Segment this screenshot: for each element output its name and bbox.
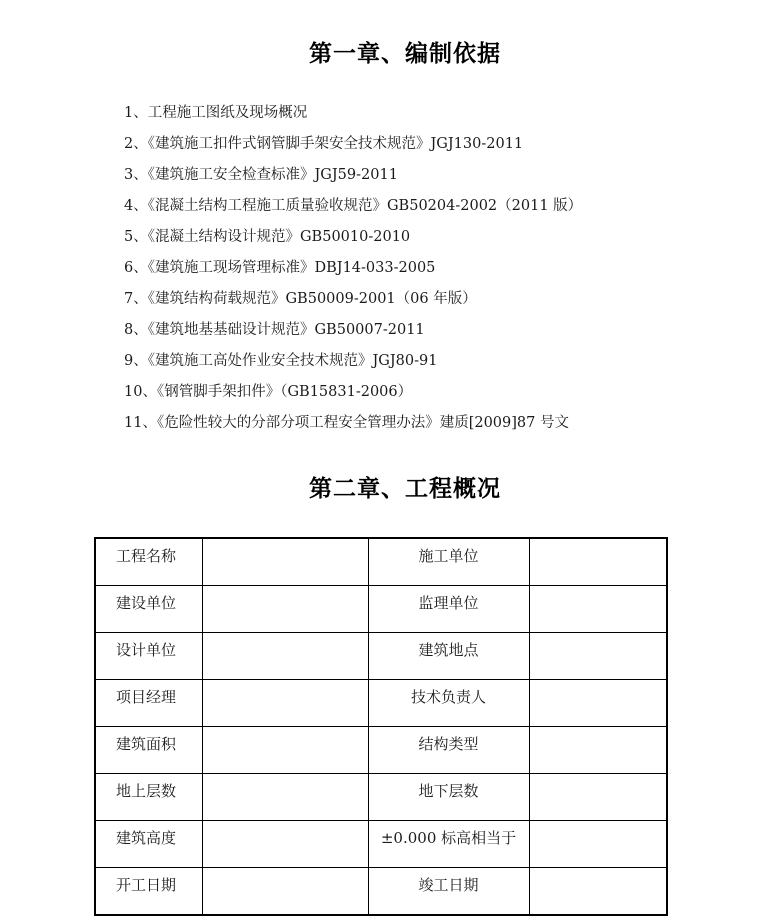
field-label: 开工日期 <box>95 868 202 916</box>
field-value <box>202 727 368 774</box>
table-row <box>95 538 667 586</box>
basis-item: 3、《建筑施工安全检查标准》JGJ59-2011 <box>124 167 398 183</box>
field-label: 地上层数 <box>95 774 202 821</box>
field-value <box>202 586 368 633</box>
field-value <box>529 586 667 633</box>
field-label: 监理单位 <box>368 586 529 633</box>
field-value <box>202 680 368 727</box>
table-row <box>95 680 667 727</box>
field-value <box>202 821 368 868</box>
field-label: 技术负责人 <box>368 680 529 727</box>
basis-item: 8、《建筑地基基础设计规范》GB50007-2011 <box>124 322 425 338</box>
field-value <box>202 538 368 586</box>
project-overview-table <box>94 537 668 916</box>
field-value <box>529 868 667 916</box>
field-value <box>202 774 368 821</box>
field-value <box>202 868 368 916</box>
basis-list <box>124 100 582 441</box>
field-label: 结构类型 <box>368 727 529 774</box>
table-row <box>95 633 667 680</box>
field-label: 施工单位 <box>368 538 529 586</box>
basis-item: 1、工程施工图纸及现场概况 <box>124 105 308 121</box>
basis-item: 5、《混凝土结构设计规范》GB50010-2010 <box>124 229 411 245</box>
field-value <box>529 633 667 680</box>
chapter-1-title: 第一章、编制依据 <box>309 41 501 67</box>
table-row <box>95 868 667 916</box>
field-label: 建筑面积 <box>95 727 202 774</box>
field-label: 地下层数 <box>368 774 529 821</box>
table-row <box>95 586 667 633</box>
field-label: 工程名称 <box>95 538 202 586</box>
chapter-2-title: 第二章、工程概况 <box>309 476 501 502</box>
basis-item: 11、《危险性较大的分部分项工程安全管理办法》建质[2009]87 号文 <box>124 415 569 431</box>
field-label: 竣工日期 <box>368 868 529 916</box>
field-value <box>529 821 667 868</box>
field-label: 建筑高度 <box>95 821 202 868</box>
field-value <box>529 680 667 727</box>
table-row <box>95 821 667 868</box>
field-value <box>529 538 667 586</box>
basis-item: 10、《钢管脚手架扣件》（GB15831-2006） <box>124 384 413 400</box>
basis-item: 4、《混凝土结构工程施工质量验收规范》GB50204-2002（2011 版） <box>124 198 583 214</box>
table-row <box>95 774 667 821</box>
field-label: 设计单位 <box>95 633 202 680</box>
field-label: 建设单位 <box>95 586 202 633</box>
field-value <box>202 633 368 680</box>
field-value <box>529 727 667 774</box>
table-row <box>95 727 667 774</box>
field-label: 建筑地点 <box>368 633 529 680</box>
field-label: ±0.000 标高相当于 <box>368 821 529 868</box>
basis-item: 6、《建筑施工现场管理标准》DBJ14-033-2005 <box>124 260 436 276</box>
basis-item: 9、《建筑施工高处作业安全技术规范》JGJ80-91 <box>124 353 438 369</box>
field-value <box>529 774 667 821</box>
field-label: 项目经理 <box>95 680 202 727</box>
basis-item: 7、《建筑结构荷载规范》GB50009-2001（06 年版） <box>124 291 477 307</box>
basis-item: 2、《建筑施工扣件式钢管脚手架安全技术规范》JGJ130-2011 <box>124 136 524 152</box>
